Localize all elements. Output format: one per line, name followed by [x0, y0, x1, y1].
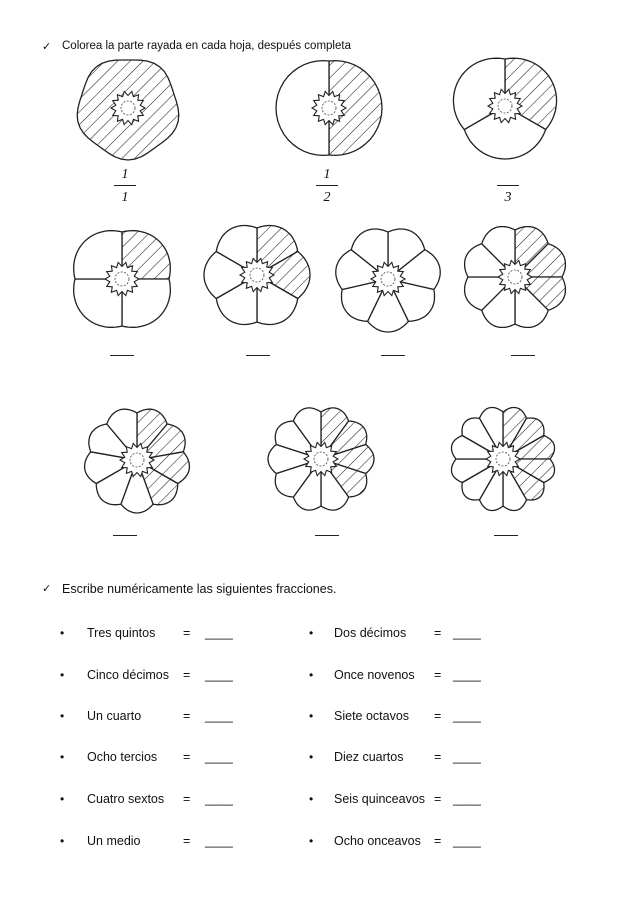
equals-sign: =	[434, 792, 442, 806]
flower-7[interactable]	[465, 227, 566, 328]
fraction-bar	[497, 185, 519, 186]
equals-sign: =	[183, 668, 191, 682]
flower-4[interactable]	[74, 231, 171, 328]
answer-blank[interactable]: ____	[205, 834, 233, 848]
checkmark-icon: ✓	[42, 582, 52, 595]
fraction-numerator[interactable]	[495, 166, 521, 183]
fraction-name: Un cuarto	[87, 709, 142, 723]
flower-center-dot	[498, 99, 512, 113]
answer-blank[interactable]: ____	[453, 750, 481, 764]
fraction-numerator: 1	[121, 167, 129, 182]
fraction-name: Seis quinceavos	[334, 792, 426, 806]
list-item	[60, 833, 260, 849]
bullet: •	[309, 626, 314, 640]
list-item	[60, 625, 260, 641]
flower-center-dot	[381, 272, 395, 286]
equals-sign: =	[183, 626, 191, 640]
equals-sign: =	[434, 834, 442, 848]
fraction-denominator: 3	[504, 190, 512, 205]
bullet: •	[60, 668, 65, 682]
bullet: •	[60, 834, 65, 848]
flower-2[interactable]	[276, 61, 382, 156]
list-item	[60, 749, 260, 765]
flower-center-dot	[508, 270, 522, 284]
answer-blank[interactable]	[494, 535, 518, 536]
fraction-name: Tres quintos	[87, 626, 156, 640]
flower-center-dot	[130, 453, 144, 467]
fraction-denominator: 1	[121, 190, 129, 205]
instruction-2: Escribe numéricamente las siguientes fracciones.	[62, 582, 337, 596]
answer-blank[interactable]: ____	[453, 792, 481, 806]
equals-sign: =	[434, 626, 442, 640]
fraction-numerator: 1	[323, 167, 331, 182]
answer-blank[interactable]: ____	[205, 750, 233, 764]
fraction-name: Ocho tercios	[87, 750, 158, 764]
flower-center-dot	[121, 101, 135, 115]
list-item	[60, 667, 260, 683]
bullet: •	[309, 709, 314, 723]
flower-center-dot	[496, 452, 510, 466]
answer-blank[interactable]: ____	[205, 668, 233, 682]
equals-sign: =	[183, 792, 191, 806]
list-item	[60, 708, 260, 724]
equals-sign: =	[183, 834, 191, 848]
fraction-denominator: 2	[323, 190, 331, 205]
flower-center-dot	[322, 101, 336, 115]
list-item	[309, 749, 519, 765]
bullet: •	[60, 709, 65, 723]
fraction-name: Cinco décimos	[87, 668, 169, 682]
bullet: •	[309, 792, 314, 806]
fraction-label-2	[314, 166, 340, 206]
answer-blank[interactable]	[110, 355, 134, 356]
answer-blank[interactable]	[381, 355, 405, 356]
flower-center-dot	[115, 272, 129, 286]
flower-center-dot	[314, 452, 328, 466]
flower-6[interactable]	[336, 229, 440, 332]
flower-8[interactable]	[85, 409, 190, 513]
answer-blank[interactable]	[511, 355, 535, 356]
fraction-name: Ocho onceavos	[334, 834, 421, 848]
answer-blank[interactable]: ____	[453, 709, 481, 723]
instruction-1: Colorea la parte rayada en cada hoja, después completa	[62, 40, 351, 52]
fraction-name: Cuatro sextos	[87, 792, 165, 806]
fraction-label-1	[112, 166, 138, 206]
flower-3[interactable]	[453, 58, 556, 159]
answer-blank[interactable]: ____	[205, 709, 233, 723]
list-item	[309, 625, 519, 641]
fraction-name: Once novenos	[334, 668, 415, 682]
flower-10[interactable]	[452, 408, 555, 511]
bullet: •	[309, 750, 314, 764]
list-item	[309, 791, 519, 807]
equals-sign: =	[183, 750, 191, 764]
equals-sign: =	[434, 709, 442, 723]
list-item	[60, 791, 260, 807]
flower-center-dot	[250, 268, 264, 282]
bullet: •	[60, 626, 65, 640]
fraction-bar	[114, 185, 136, 186]
list-item	[309, 708, 519, 724]
equals-sign: =	[183, 709, 191, 723]
fraction-name: Un medio	[87, 834, 141, 848]
answer-blank[interactable]: ____	[453, 834, 481, 848]
answer-blank[interactable]: ____	[453, 626, 481, 640]
bullet: •	[60, 750, 65, 764]
answer-blank[interactable]	[315, 535, 339, 536]
flower-9[interactable]	[268, 408, 374, 510]
answer-blank[interactable]	[113, 535, 137, 536]
fraction-bar	[316, 185, 338, 186]
equals-sign: =	[434, 668, 442, 682]
list-item	[309, 667, 519, 683]
flower-1[interactable]	[77, 60, 179, 160]
answer-blank[interactable]: ____	[205, 792, 233, 806]
bullet: •	[60, 792, 65, 806]
list-item	[309, 833, 519, 849]
checkmark-icon: ✓	[42, 40, 52, 53]
fraction-name: Siete octavos	[334, 709, 410, 723]
answer-blank[interactable]: ____	[453, 668, 481, 682]
answer-blank[interactable]: ____	[205, 626, 233, 640]
fraction-label-3[interactable]	[495, 166, 521, 206]
answer-blank[interactable]	[246, 355, 270, 356]
bullet: •	[309, 834, 314, 848]
flower-5[interactable]	[204, 226, 310, 325]
fraction-name: Dos décimos	[334, 626, 407, 640]
equals-sign: =	[434, 750, 442, 764]
fraction-name: Diez cuartos	[334, 750, 404, 764]
bullet: •	[309, 668, 314, 682]
